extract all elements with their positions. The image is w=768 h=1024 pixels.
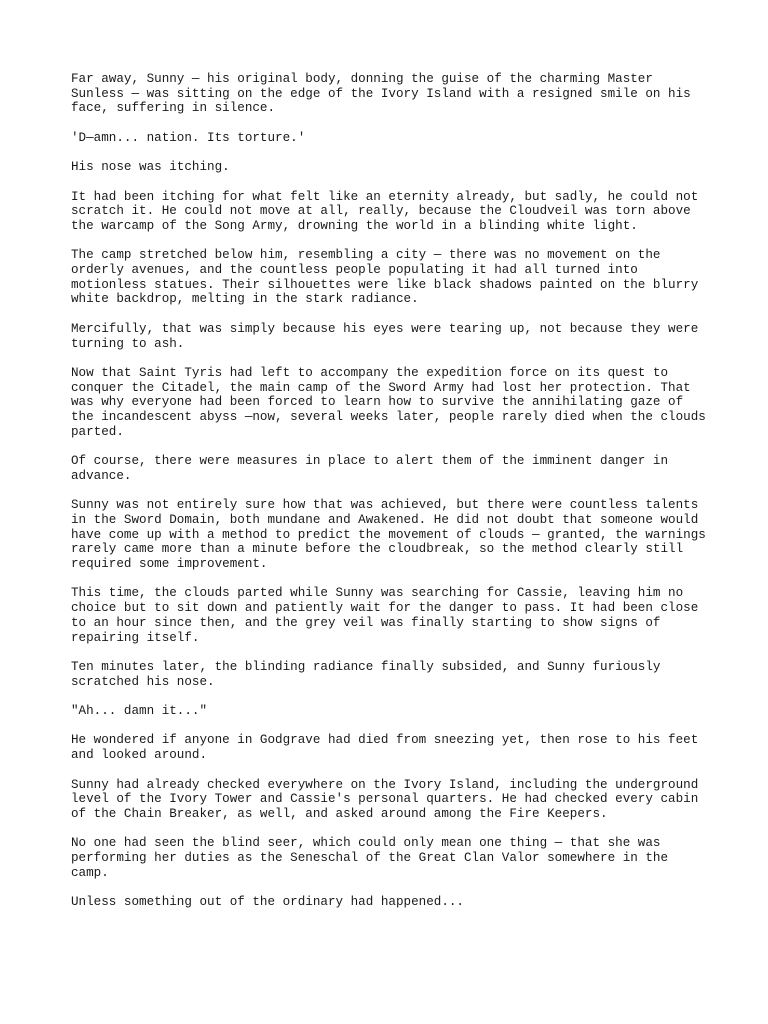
- paragraph: He wondered if anyone in Godgrave had died from sneezing yet, then rose to his feet and looked around.: [71, 733, 699, 763]
- paragraph: Sunny was not entirely sure how that was achieved, but there were countless talents in the Sword Domain, both mundane and Awakened. He did not doubt that someone would have come up with a method to predict the movement of clouds — granted, the warnings rarely came more than a minute before the cloudbreak, so the method clearly still required some improvement.: [71, 498, 706, 572]
- paragraph: The camp stretched below him, resembling a city — there was no movement on the orderly avenues, and the countless people populating it had all turned into motionless statues. Their silhouettes were like black shadows painted on the blurry white backdrop, melting in the stark radiance.: [71, 248, 699, 307]
- paragraph: Mercifully, that was simply because his eyes were tearing up, not because they were turning to ash.: [71, 321, 699, 351]
- paragraph: Unless something out of the ordinary had happened...: [71, 895, 464, 910]
- paragraph: Of course, there were measures in place to alert them of the imminent danger in advance.: [71, 454, 669, 483]
- paragraph: "Ah... damn it...": [71, 704, 208, 719]
- paragraph: No one had seen the blind seer, which could only mean one thing — that she was performing her duties as the Seneschal of the Great Clan Valor somewhere in the camp.: [71, 836, 669, 880]
- paragraph: Far away, Sunny — his original body, donning the guise of the charming Master Sunless — was sitting on the edge of the Ivory Island with a resigned smile on his face, suffering in silence.: [71, 72, 691, 116]
- paragraph: Now that Saint Tyris had left to accompany the expedition force on its quest to conquer the Citadel, the main camp of the Sword Army had lost her protection. That was why everyone had been forced to learn how to survive the annihilating gaze of the incandescent abyss —now, several weeks later, people rarely died when the clouds parted.: [71, 365, 706, 439]
- paragraph: 'D—amn... nation. Its torture.': [71, 130, 306, 145]
- paragraph: This time, the clouds parted while Sunny was searching for Cassie, leaving him no choice but to sit down and patiently wait for the danger to pass. It had been close to an hour since then, and the grey veil was finally starting to show signs of repairing itself.: [71, 586, 699, 645]
- paragraph: Ten minutes later, the blinding radiance finally subsided, and Sunny furiously scratched his nose.: [71, 659, 661, 689]
- paragraph: His nose was itching.: [71, 160, 230, 175]
- paragraph: Sunny had already checked everywhere on the Ivory Island, including the underground level of the Ivory Tower and Cassie's personal quarters. He had checked every cabin of the Chain Breaker, as well, and asked around among the Fire Keepers.: [71, 777, 699, 821]
- paragraph: It had been itching for what felt like an eternity already, but sadly, he could not scratch it. He could not move at all, really, because the Cloudveil was torn above the warcamp of the Song Army, drowning the world in a blinding white light.: [71, 189, 699, 233]
- document-body: [71, 72, 711, 925]
